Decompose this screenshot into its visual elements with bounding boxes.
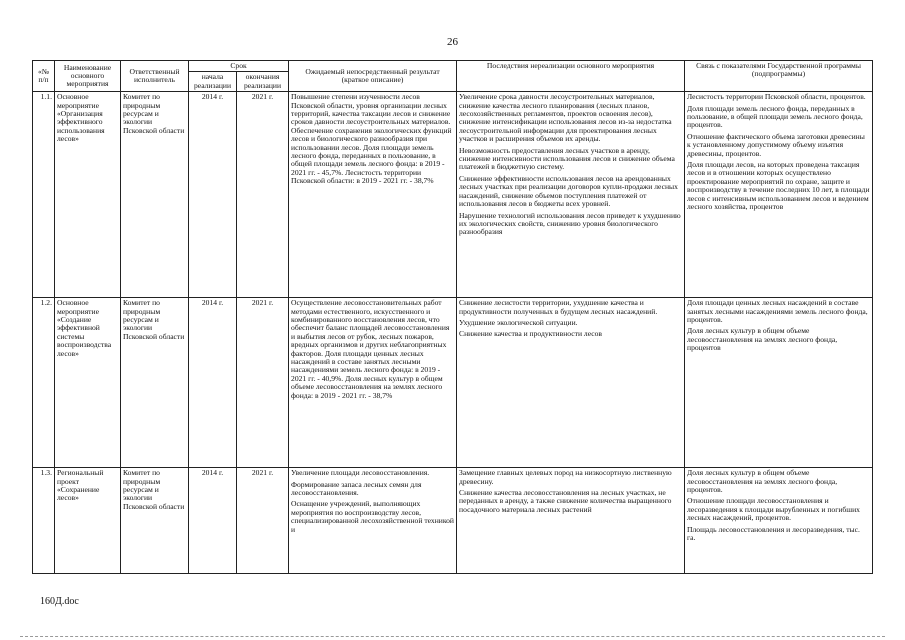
header-expected: Ожидаемый непосредственный результат (краткое описание): [289, 61, 457, 92]
paragraph: Доля площади земель лесного фонда, переданных в пользование, в общей площади земель лесного фонда, процентов.: [687, 103, 863, 130]
program-indicators: [685, 92, 873, 298]
responsible-executor: Комитет по природным ресурсам и экологии Псковской области: [121, 92, 189, 298]
paragraph: Отношение площади лесовосстановления и лесоразведения к площади вырубленных и погибших лесных насаждений, процентов.: [687, 496, 860, 523]
row-number: 1.2.: [33, 298, 55, 468]
consequences: [457, 298, 685, 468]
start-year: 2014 г.: [189, 468, 237, 574]
paragraph: Доля лесных культур в общем объеме лесовосстановления на землях лесного фонда, процентов.: [687, 468, 838, 495]
paragraph: Увеличение площади лесовосстановления.: [291, 468, 430, 478]
header-no: «№ п/п: [33, 61, 55, 92]
expected-result: [289, 298, 457, 468]
paragraph: Снижение качества и продуктивности лесов: [459, 329, 603, 339]
paragraph: Осуществление лесовосстановительных работ методами естественного, искусственного и комбинированного восстановления лесов, что обеспечит баланс площадей лесовосстановления и выбытия лесов от рубок, лесных пожаров, вредных организмов и других неблагоприятных факторов. Доля площади ценных лесных насаждений в составе занятых лесными насаждениями земель лесного фонда: в 2019 - 2021 гг. - 40,9%. Доля лесных культур в общем объеме лесовосстановления на землях лесного фонда: в 2019 - 2021 гг. - 38,7%: [291, 298, 450, 400]
expected-result: [289, 468, 457, 574]
header-end: окончания реализации: [237, 72, 289, 92]
consequences: [457, 468, 685, 574]
paragraph: Площадь лесовосстановления и лесоразведения, тыс. га.: [687, 524, 860, 543]
header-start: начала реализации: [189, 72, 237, 92]
paragraph: Оснащение учреждений, выполняющих мероприятия по воспроизводству лесов, специализированной лесохозяйственной техникой и: [291, 499, 454, 534]
paragraph: Повышение степени изученности лесов Псковской области, уровня организации лесных территорий, качества таксации лесов и снижение сроков давности лесоустроительных материалов. Обеспечение сохранения экологических функций лесов и биологического разнообразия при использовании лесов. Доля площади земель лесного фонда, переданных в пользование, в общей площади земель лесного фонда: в 2019 - 2021 гг. - 45,7%. Лесистость территории Псковской области: в 2019 - 2021 гг. - 38,7%: [291, 92, 452, 186]
row-number: 1.3.: [33, 468, 55, 574]
measure-name: Региональный проект «Сохранение лесов»: [55, 468, 121, 574]
page-edge-divider: [20, 636, 885, 637]
consequences: [457, 92, 685, 298]
expected-result: [289, 92, 457, 298]
header-name: Наименование основного мероприятия: [55, 61, 121, 92]
end-year: 2021 г.: [237, 468, 289, 574]
program-indicators: [685, 468, 873, 574]
start-year: 2014 г.: [189, 92, 237, 298]
end-year: 2021 г.: [237, 92, 289, 298]
row-number: 1.1.: [33, 92, 55, 298]
paragraph: Снижение качества лесовосстановления на лесных участках, не переданных в аренду, а также снижение количества выращенного посадочного материала лесных растений: [459, 488, 672, 514]
paragraph: Отношение фактического объема заготовки древесины к установленному допустимому объему изъятия древесины, процентов.: [687, 131, 865, 158]
header-consequences: Последствия нереализации основного мероприятия: [457, 61, 685, 92]
header-responsible: Ответственный исполнитель: [121, 61, 189, 92]
table-row: [33, 468, 873, 574]
paragraph: Невозможность предоставления лесных участков в аренду, снижение интенсивности использования лесов и снижение объема платежей в бюджетную систему.: [459, 145, 675, 172]
paragraph: Увеличение срока давности лесоустроительных материалов, снижение качества лесного планирования (лесных планов, лесохозяйственных регламентов, проектов освоения лесов), снижение интенсификации использования лесов из-за недостатка лесоустроительной информации для проектирования лесных участков и расширения объемов их аренды.: [459, 92, 672, 144]
paragraph: Доля площади лесов, на которых проведена таксация лесов и в отношении которых осуществлено проектирование мероприятий по охране, защите и воспроизводству в течение последних 10 лет, в площади лесов с интенсивным использованием лесов и ведением лесного хозяйства, процентов: [687, 160, 870, 212]
paragraph: Замещение главных целевых пород на низкосортную лиственную древесину.: [459, 468, 672, 486]
paragraph: Доля лесных культур в общем объеме лесовосстановления на землях лесного фонда, процентов: [687, 326, 838, 353]
measure-name: Основное мероприятие «Организация эффективного использования лесов»: [55, 92, 121, 298]
measures-table: [32, 60, 873, 574]
responsible-executor: Комитет по природным ресурсам и экологии Псковской области: [121, 468, 189, 574]
header-link: Связь с показателями Государственной программы (подпрограммы): [685, 61, 873, 92]
paragraph: Ухудшение экологической ситуации.: [459, 318, 578, 328]
table-row: [33, 298, 873, 468]
header-term: Срок: [189, 61, 289, 72]
start-year: 2014 г.: [189, 298, 237, 468]
paragraph: Лесистость территории Псковской области, процентов.: [687, 92, 866, 102]
paragraph: Нарушение технологий использования лесов приведет к ухудшению их экологических свойств, снижению уровня биологического разнообразия: [459, 210, 681, 237]
paragraph: Формирование запаса лесных семян для лесовосстановления.: [291, 479, 422, 498]
paragraph: Доля площади ценных лесных насаждений в составе занятых лесными насаждениями земель лесного фонда, процентов.: [687, 298, 868, 325]
program-indicators: [685, 298, 873, 468]
paragraph: Снижение эффективности использования лесов на арендованных лесных участках при реализации договоров купли-продажи лесных насаждений, снижение объемов поступления платежей от использования лесов в бюджеты всех уровней.: [459, 173, 678, 209]
responsible-executor: Комитет по природным ресурсам и экологии Псковской области: [121, 298, 189, 468]
footer-filename: 160Д.doc: [40, 596, 79, 607]
page-number: 26: [447, 36, 458, 48]
paragraph: Снижение лесистости территории, ухудшение качества и продуктивности полученных в будущем лесных насаждений.: [459, 298, 658, 316]
end-year: 2021 г.: [237, 298, 289, 468]
table-row: [33, 92, 873, 298]
measure-name: Основное мероприятие «Создание эффективной системы воспроизводства лесов»: [55, 298, 121, 468]
